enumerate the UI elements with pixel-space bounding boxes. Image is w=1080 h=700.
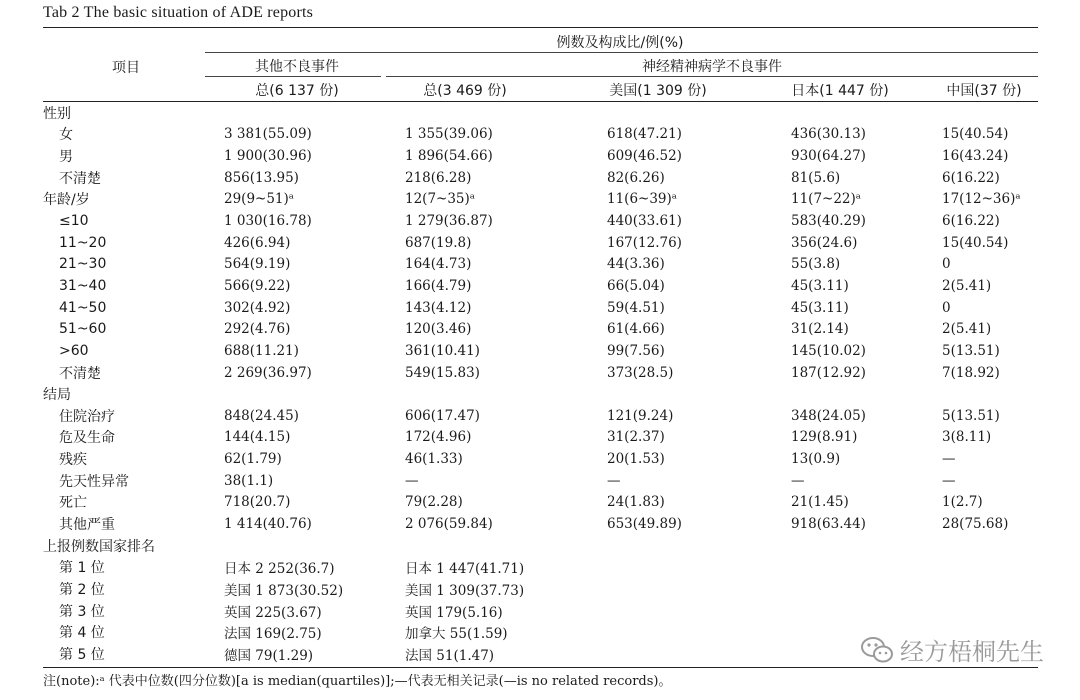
cell-china [942,556,1038,578]
cell-china: 28(75.68) [942,515,1009,532]
table-row [43,513,1038,535]
cell-neuro-total: 美国 1 309(37.73) [405,582,525,599]
wechat-icon [860,635,894,665]
cell-japan [791,535,942,557]
cell-other-total: 718(20.7) [224,494,291,511]
table-row [43,556,1038,578]
cell-other-total [224,102,405,124]
cell-china [942,600,1038,622]
cell-china: 7(18.92) [942,364,1000,381]
row-label: 51~60 [59,321,107,338]
col-header-neuro-total: 总(3 469 份) [423,83,507,99]
cell-usa: 373(28.5) [607,364,674,381]
row-label: 不清楚 [59,170,101,187]
cell-japan: 13(0.9) [791,451,841,468]
cell-neuro-total: 361(10.41) [405,342,480,359]
cell-other-total [224,383,405,405]
row-label: 女 [59,127,73,144]
group-header: 例数及构成比/例(%) [556,35,684,51]
cell-japan: 187(12.92) [791,364,866,381]
cell-japan: — [791,472,805,489]
cell-other-total: 2 269(36.97) [224,364,312,381]
cell-neuro-total: — [405,472,419,489]
table-row [43,318,1038,340]
cell-neuro-total: 1 896(54.66) [405,148,493,165]
cell-japan: 129(8.91) [791,429,858,446]
row-label: 不清楚 [59,365,101,382]
cell-japan: 45(3.11) [791,299,849,316]
cell-usa [607,102,791,124]
watermark-text: 经方梧桐先生 [900,638,1044,666]
cell-other-total: 848(24.45) [224,407,299,424]
cell-japan: 918(63.44) [791,515,866,532]
cell-other-total: 302(4.92) [224,299,291,316]
cell-china: — [942,451,956,468]
table-row [43,189,1038,211]
cell-japan: 21(1.45) [791,494,849,511]
cell-neuro-total: 166(4.79) [405,277,472,294]
table-row [43,145,1038,167]
cell-usa: 99(7.56) [607,342,665,359]
cell-neuro-total: 12(7~35)ᵃ [405,191,475,208]
cell-neuro-total [405,383,607,405]
row-label: 31~40 [59,277,107,294]
cell-japan: 145(10.02) [791,342,866,359]
cell-other-total: 美国 1 873(30.52) [224,582,344,599]
cell-china: — [942,472,956,489]
table-note: 注(note):ᵃ 代表中位数(四分位数)[a is median(quartiles)];—代表无相关记录(—is no related records)。 [43,674,672,689]
col-header-japan: 日本(1 447 份) [791,83,889,99]
cell-japan: 31(2.14) [791,321,849,338]
col-header-usa: 美国(1 309 份) [609,83,707,99]
row-label: 住院治疗 [59,408,115,425]
table-row [43,383,1038,405]
row-label: 结局 [43,387,71,404]
cell-japan: 436(30.13) [791,126,866,143]
cell-china: 2(5.41) [942,321,992,338]
row-label: 其他严重 [59,516,115,533]
cell-usa: 440(33.61) [607,213,682,230]
row-label: ≤10 [59,213,89,230]
cell-other-total: 62(1.79) [224,451,282,468]
cell-china: 2(5.41) [942,277,992,294]
table-row [43,427,1038,449]
cell-usa [607,643,791,665]
cell-usa: 31(2.37) [607,429,665,446]
cell-other-total: 1 900(30.96) [224,148,312,165]
cell-china [942,535,1038,557]
cell-neuro-total: 46(1.33) [405,451,463,468]
cell-usa: 121(9.24) [607,407,674,424]
table-row [43,124,1038,146]
row-label: 男 [59,149,73,166]
other-events-header: 其他不良事件 [255,59,339,75]
cell-other-total: 法国 169(2.75) [224,626,322,643]
table-row [43,600,1038,622]
cell-usa [607,383,791,405]
cell-neuro-total: 164(4.73) [405,256,472,273]
cell-neuro-total [405,102,607,124]
cell-usa: 82(6.26) [607,169,665,186]
row-label: 第 5 位 [59,646,105,663]
col-header-china: 中国(37 份) [946,83,1022,99]
cell-china: 1(2.7) [942,494,983,511]
cell-other-total: 566(9.22) [224,277,291,294]
cell-neuro-total: 法国 51(1.47) [405,647,495,664]
cell-usa: 11(6~39)ᵃ [607,191,677,208]
row-label: 第 1 位 [59,560,105,577]
item-column-header: 项目 [112,60,140,76]
cell-neuro-total: 英国 179(5.16) [405,604,503,621]
cell-china: 5(13.51) [942,407,1000,424]
table-row [43,275,1038,297]
cell-china: 6(16.22) [942,169,1000,186]
cell-neuro-total: 79(2.28) [405,494,463,511]
row-label: 第 3 位 [59,603,105,620]
cell-china [942,102,1038,124]
cell-neuro-total: 606(17.47) [405,407,480,424]
cell-japan [791,556,942,578]
row-label: 年龄/岁 [43,192,90,209]
cell-usa: 20(1.53) [607,451,665,468]
cell-usa: 66(5.04) [607,277,665,294]
cell-usa: 59(4.51) [607,299,665,316]
cell-usa [607,556,791,578]
cell-neuro-total: 日本 1 447(41.71) [405,561,525,578]
table-row [43,362,1038,384]
cell-china: 0 [942,256,951,273]
cell-neuro-total: 120(3.46) [405,321,472,338]
cell-other-total [224,535,405,557]
cell-usa: 609(46.52) [607,148,682,165]
top-rule [43,27,1038,28]
cell-neuro-total: 549(15.83) [405,364,480,381]
cell-usa: — [607,472,621,489]
table-row [43,232,1038,254]
neuro-events-header: 神经精神病学不良事件 [642,59,782,75]
cell-other-total: 1 030(16.78) [224,213,312,230]
bottom-rule [43,667,1038,668]
cell-neuro-total: 172(4.96) [405,429,472,446]
table-row [43,253,1038,275]
cell-japan: 55(3.8) [791,256,841,273]
table-row [43,340,1038,362]
cell-usa: 167(12.76) [607,234,682,251]
cell-china: 17(12~36)ᵃ [942,191,1021,208]
cell-china: 3(8.11) [942,429,992,446]
cell-neuro-total: 1 279(36.87) [405,213,493,230]
cell-usa: 24(1.83) [607,494,665,511]
cell-china: 15(40.54) [942,234,1009,251]
cell-china [942,578,1038,600]
watermark [860,632,1044,667]
row-label: 危及生命 [59,430,115,447]
cell-china [942,383,1038,405]
cell-neuro-total: 143(4.12) [405,299,472,316]
cell-other-total: 856(13.95) [224,169,299,186]
other-events-underline [205,76,381,77]
row-label: 41~50 [59,299,107,316]
col-header-other-total: 总(6 137 份) [255,83,339,99]
row-label: 21~30 [59,256,107,273]
cell-usa: 61(4.66) [607,321,665,338]
cell-japan: 583(40.29) [791,213,866,230]
cell-usa: 44(3.36) [607,256,665,273]
cell-usa [607,578,791,600]
cell-neuro-total: 687(19.8) [405,234,472,251]
table-row [43,470,1038,492]
group-underline [205,52,1038,53]
row-label: 上报例数国家排名 [43,538,155,555]
cell-other-total: 38(1.1) [224,472,274,489]
cell-japan: 348(24.05) [791,407,866,424]
row-label: 死亡 [59,495,87,512]
cell-japan: 930(64.27) [791,148,866,165]
row-label: 第 2 位 [59,581,105,598]
cell-usa: 653(49.89) [607,515,682,532]
cell-japan: 45(3.11) [791,277,849,294]
cell-japan [791,383,942,405]
cell-neuro-total: 1 355(39.06) [405,126,493,143]
table-row [43,167,1038,189]
table-caption: Tab 2 The basic situation of ADE reports [43,4,314,21]
row-label: 第 4 位 [59,625,105,642]
cell-other-total: 德国 79(1.29) [224,647,314,664]
cell-neuro-total: 218(6.28) [405,169,472,186]
cell-china: 15(40.54) [942,126,1009,143]
cell-other-total: 144(4.15) [224,429,291,446]
data-table [43,102,1038,665]
cell-china: 0 [942,299,951,316]
table-row [43,578,1038,600]
cell-usa [607,621,791,643]
table-row [43,492,1038,514]
cell-other-total: 3 381(55.09) [224,126,312,143]
cell-other-total: 426(6.94) [224,234,291,251]
cell-japan [791,600,942,622]
cell-usa [607,535,791,557]
cell-other-total: 1 414(40.76) [224,515,312,532]
cell-other-total: 292(4.76) [224,321,291,338]
cell-other-total: 英国 225(3.67) [224,604,322,621]
cell-japan [791,578,942,600]
cell-china: 16(43.24) [942,148,1009,165]
cell-china: 5(13.51) [942,342,1000,359]
table-row [43,102,1038,124]
table-row [43,535,1038,557]
cell-other-total: 29(9~51)ᵃ [224,191,294,208]
neuro-events-underline [386,76,1038,77]
cell-neuro-total: 2 076(59.84) [405,515,493,532]
cell-japan: 81(5.6) [791,169,841,186]
cell-usa: 618(47.21) [607,126,682,143]
cell-other-total: 日本 2 252(36.7) [224,561,335,578]
cell-other-total: 688(11.21) [224,342,299,359]
cell-neuro-total [405,535,607,557]
cell-usa [607,600,791,622]
table-row [43,405,1038,427]
cell-china: 6(16.22) [942,213,1000,230]
cell-other-total: 564(9.19) [224,256,291,273]
cell-neuro-total: 加拿大 55(1.59) [405,626,508,643]
row-label: 残疾 [59,452,87,469]
table-row [43,448,1038,470]
row-label: 先天性异常 [59,473,129,490]
row-label: 11~20 [59,234,107,251]
cell-japan [791,102,942,124]
table-row [43,210,1038,232]
cell-japan: 11(7~22)ᵃ [791,191,861,208]
cell-japan: 356(24.6) [791,234,858,251]
row-label: 性别 [43,105,71,122]
row-label: >60 [59,342,89,359]
table-row [43,297,1038,319]
